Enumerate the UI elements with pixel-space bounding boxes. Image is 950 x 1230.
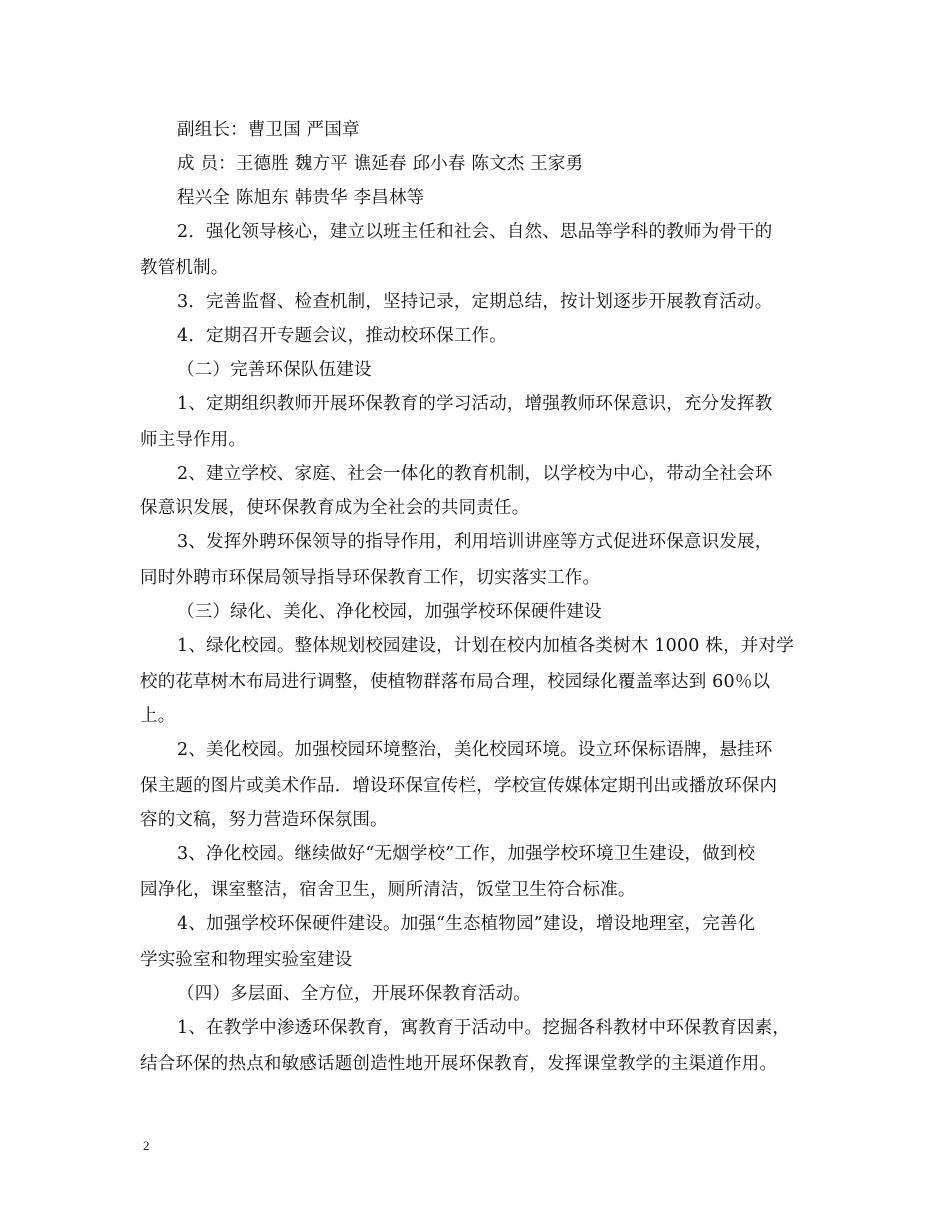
text-line: 成 员：王德胜 魏方平 谯延春 邱小春 陈文杰 王家勇 [177, 154, 584, 174]
text-line: 3、净化校园。继续做好“无烟学校”工作，加强学校环境卫生建设，做到校 [177, 844, 756, 864]
text-line: 程兴全 陈旭东 韩贵华 李昌林等 [177, 188, 425, 208]
text-line: 副组长：曹卫国 严国章 [177, 120, 360, 140]
text-line: 结合环保的热点和敏感话题创造性地开展环保教育，发挥课堂教学的主渠道作用。 [140, 1054, 778, 1074]
text-line: 3．完善监督、检查机制，坚持记录，定期总结，按计划逐步开展教育活动。 [177, 292, 773, 312]
text-line: 3、发挥外聘环保领导的指导作用，利用培训讲座等方式促进环保意识发展， [177, 532, 773, 552]
text-line: 2、建立学校、家庭、社会一体化的教育机制，以学校为中心，带动全社会环 [177, 464, 773, 484]
text-line: 1、绿化校园。整体规划校园建设，计划在校内加植各类树木 1000 株，并对学 [177, 636, 794, 656]
section-heading: （四）多层面、全方位，开展环保教育活动。 [177, 984, 531, 1004]
text-line: 2．强化领导核心，建立以班主任和社会、自然、思品等学科的教师为骨干的 [177, 222, 773, 242]
text-line: 容的文稿，努力营造环保氛围。 [140, 810, 388, 830]
text-line: 同时外聘市环保局领导指导环保教育工作，切实落实工作。 [140, 568, 601, 588]
text-line: 校的花草树木布局进行调整，使植物群落布局合理，校园绿化覆盖率达到 60％以 [140, 672, 771, 692]
section-heading: （三）绿化、美化、净化校园，加强学校环保硬件建设 [177, 602, 602, 622]
text-line: 上。 [140, 706, 176, 726]
section-heading: （二）完善环保队伍建设 [177, 360, 372, 380]
text-line: 2、美化校园。加强校园环境整治，美化校园环境。设立环保标语牌，悬挂环 [177, 740, 773, 760]
text-line: 学实验室和物理实验室建设 [140, 950, 353, 970]
text-line: 4．定期召开专题会议，推动校环保工作。 [177, 326, 507, 346]
text-line: 保主题的图片或美术作品．增设环保宣传栏，学校宣传媒体定期刊出或播放环保内 [140, 776, 778, 796]
text-line: 保意识发展，使环保教育成为全社会的共同责任。 [140, 498, 530, 518]
text-line: 1、定期组织教师开展环保教育的学习活动，增强教师环保意识，充分发挥教 [177, 394, 773, 414]
text-line: 1、在教学中渗透环保教育，寓教育于活动中。挖掘各科教材中环保教育因素， [177, 1018, 791, 1038]
page-number: 2 [143, 1138, 150, 1153]
text-line: 师主导作用。 [140, 430, 247, 450]
text-line: 园净化，课室整洁，宿舍卫生，厕所清洁，饭堂卫生符合标准。 [140, 880, 636, 900]
text-line: 4、加强学校环保硬件建设。加强“生态植物园”建设，增设地理室，完善化 [177, 914, 756, 934]
text-line: 教管机制。 [140, 258, 229, 278]
